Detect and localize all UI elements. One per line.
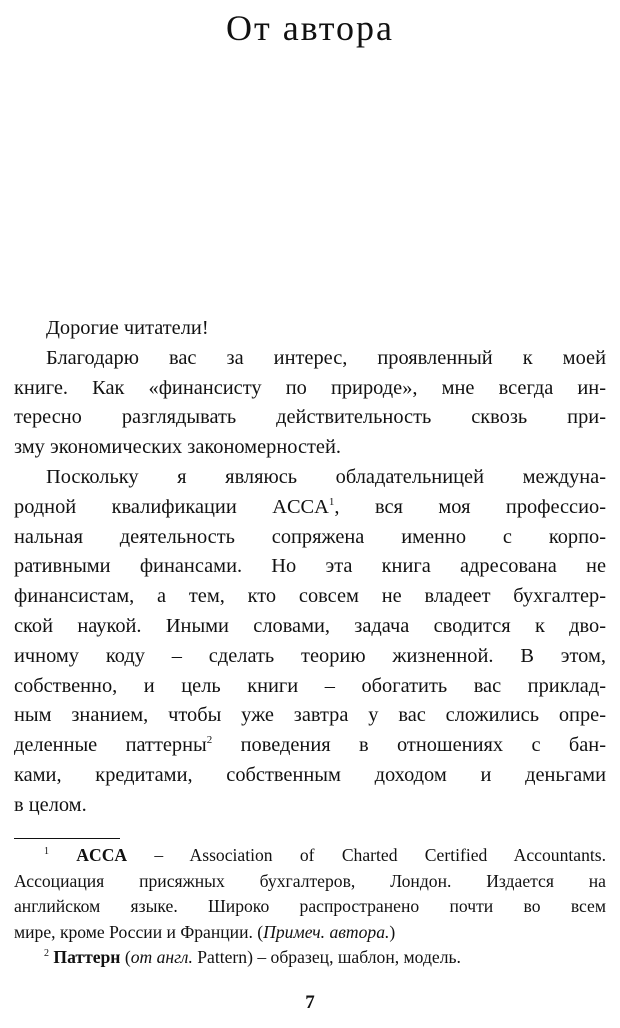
paragraph-2-line-2 [14, 493, 606, 523]
paragraph-2-line-6: ской наукой. Иными словами, задача сводится к дво- [14, 614, 606, 637]
footnote-1-line-4-close: ) [389, 921, 396, 942]
paragraph-2-line-2-tail: , вся моя профессио- [334, 495, 606, 518]
footnote-1-line-2: Ассоциация присяжных бухгалтеров, Лондон. Издается на [14, 870, 606, 891]
page-number: 7 [305, 992, 315, 1013]
paragraph-2-line-11: ками, кредитами, собственным доходом и деньгами [14, 763, 606, 786]
paragraph-2-line-5: финансистам, а тем, кто совсем не владеет бухгалтер- [14, 585, 606, 608]
footnote-1-line-4-text: мире, кроме России и Франции. ( [14, 921, 264, 942]
footnote-2-open: ( [120, 947, 131, 968]
footnote-1-line-1 [14, 843, 606, 869]
paragraph-2-line-4: ративными финансами. Но эта книга адресована не [14, 555, 606, 578]
footnote-ref-1[interactable]: 1 [328, 495, 335, 508]
footnote-2-mark: 2 [44, 948, 49, 960]
footnote-1-author-note: Примеч. автора. [263, 921, 390, 942]
paragraph-2-line-2-text: родной квалификации ACCA [14, 495, 329, 518]
paragraph-2-line-3: нальная деятельность сопряжена именно с корпо- [14, 525, 606, 548]
footnote-2-text: Pattern) – образец, шаблон, модель. [192, 947, 461, 968]
paragraph-1-line-1: Благодарю вас за интерес, проявленный к моей [46, 346, 606, 369]
paragraph-2-line-1: Поскольку я являюсь обладательницей междуна- [46, 465, 606, 488]
footnote-1-line-3: английском языке. Широко распространено почти во всем [14, 896, 606, 917]
footnote-1-line-4 [14, 920, 606, 946]
paragraph-2-line-7: ичному коду – сделать теорию жизненной. В этом, [14, 644, 606, 667]
footnote-2-line-1 [14, 945, 606, 971]
paragraph-1-line-3: тересно разглядывать действительность сквозь при- [14, 406, 606, 429]
greeting-line: Дорогие читатели! [46, 317, 209, 339]
footnote-2-term: Паттерн [53, 947, 121, 968]
footnotes [14, 843, 606, 971]
paragraph-2-line-10-tail: поведения в отношениях с бан- [212, 734, 606, 757]
paragraph-2-line-9: ным знанием, чтобы уже завтра у вас сложились опре- [14, 704, 606, 727]
main-text [14, 314, 606, 821]
footnote-1-mark: 1 [44, 846, 49, 858]
footnote-ref-2[interactable]: 2 [206, 734, 213, 747]
paragraph-2-line-10-text: деленные паттерны [14, 734, 207, 757]
paragraph-2-line-8: собственно, и цель книги – обогатить вас приклад- [14, 674, 606, 697]
paragraph-1-line-4: зму экономических закономерностей. [14, 436, 341, 459]
paragraph-1-line-2: книге. Как «финансисту по природе», мне всегда ин- [14, 376, 606, 399]
footnote-2-lang: от англ. [130, 947, 193, 968]
paragraph-2-line-12: в целом. [14, 793, 87, 816]
page-title: От автора [225, 8, 395, 48]
footnote-1-text: – Association of Charted Certified Accountants. [127, 845, 606, 865]
footnote-divider [14, 838, 120, 839]
footnote-1-term: ACCA [76, 845, 128, 865]
paragraph-2-line-10 [14, 731, 606, 761]
